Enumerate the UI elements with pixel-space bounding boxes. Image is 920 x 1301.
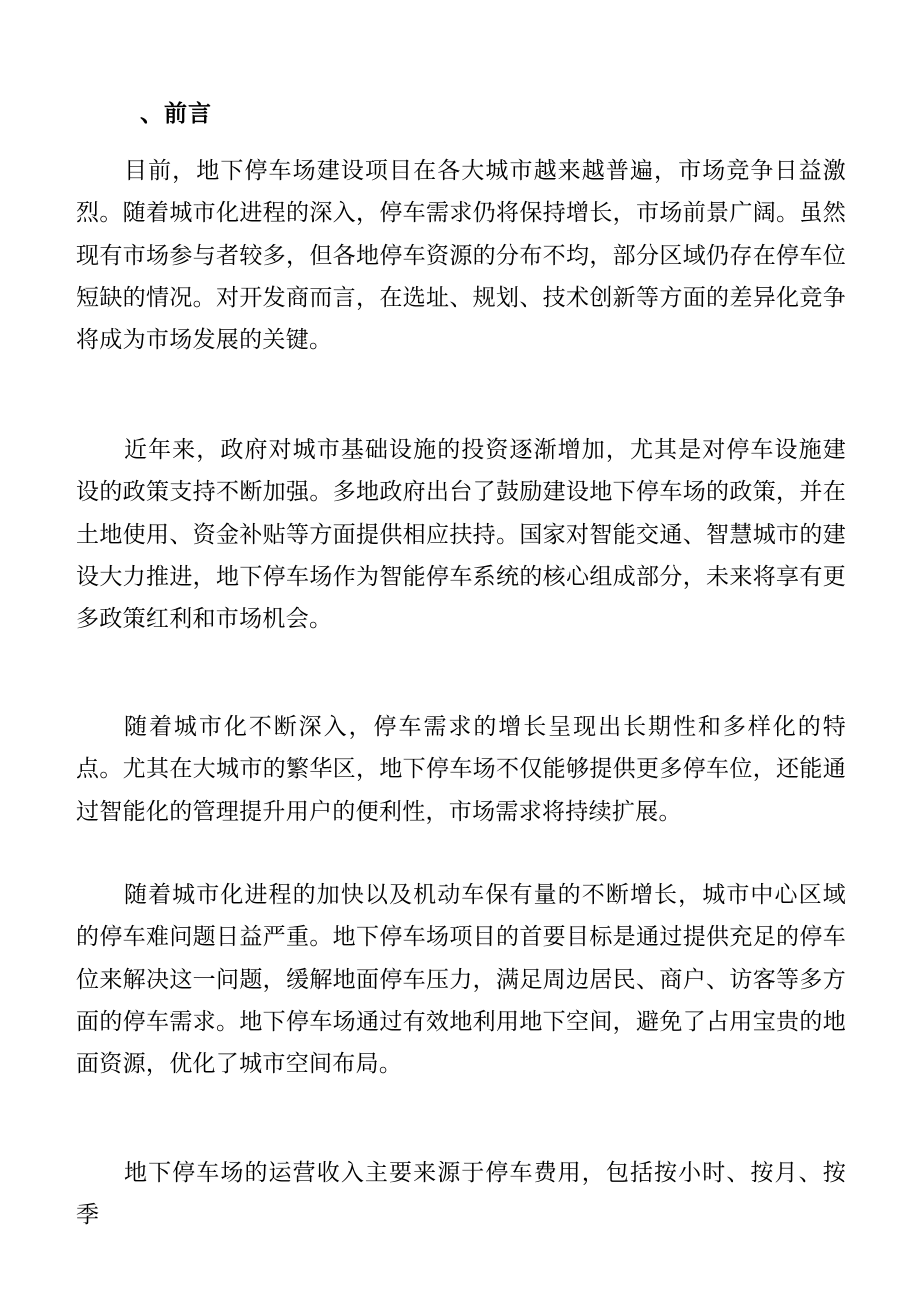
paragraph-revenue: 地下停车场的运营收入主要来源于停车费用，包括按小时、按月、按季 bbox=[76, 1160, 846, 1229]
paragraph-policy-support: 近年来，政府对城市基础设施的投资逐渐增加，尤其是对停车设施建设的政策支持不断加强。多地政府出台了鼓励建设地下停车场的政策，并在土地使用、资金补贴等方面提供相应扶持。国家对智能交通、智慧城市的建设大力推进，地下停车场作为智能停车系统的核心组成部分，未来将享有更多政策红利和市场机会。 bbox=[76, 437, 846, 633]
paragraph-project-goal: 随着城市化进程的加快以及机动车保有量的不断增长，城市中心区域的停车难问题日益严重。地下停车场项目的首要目标是通过提供充足的停车位来解决这一问题，缓解地面停车压力，满足周边居民、商户、访客等多方面的停车需求。地下停车场通过有效地利用地下空间，避免了占用宝贵的地面资源，优化了城市空间布局。 bbox=[76, 882, 846, 1078]
section-heading: 、前言 bbox=[140, 101, 212, 127]
paragraph-demand-growth: 随着城市化不断深入，停车需求的增长呈现出长期性和多样化的特点。尤其在大城市的繁华区，地下停车场不仅能够提供更多停车位，还能通过智能化的管理提升用户的便利性，市场需求将持续扩展。 bbox=[76, 714, 846, 825]
paragraph-market-competition: 目前，地下停车场建设项目在各大城市越来越普遍，市场竞争日益激烈。随着城市化进程的深入，停车需求仍将保持增长，市场前景广阔。虽然现有市场参与者较多，但各地停车资源的分布不均，部分区域仍存在停车位短缺的情况。对开发商而言，在选址、规划、技术创新等方面的差异化竞争将成为市场发展的关键。 bbox=[76, 158, 846, 354]
